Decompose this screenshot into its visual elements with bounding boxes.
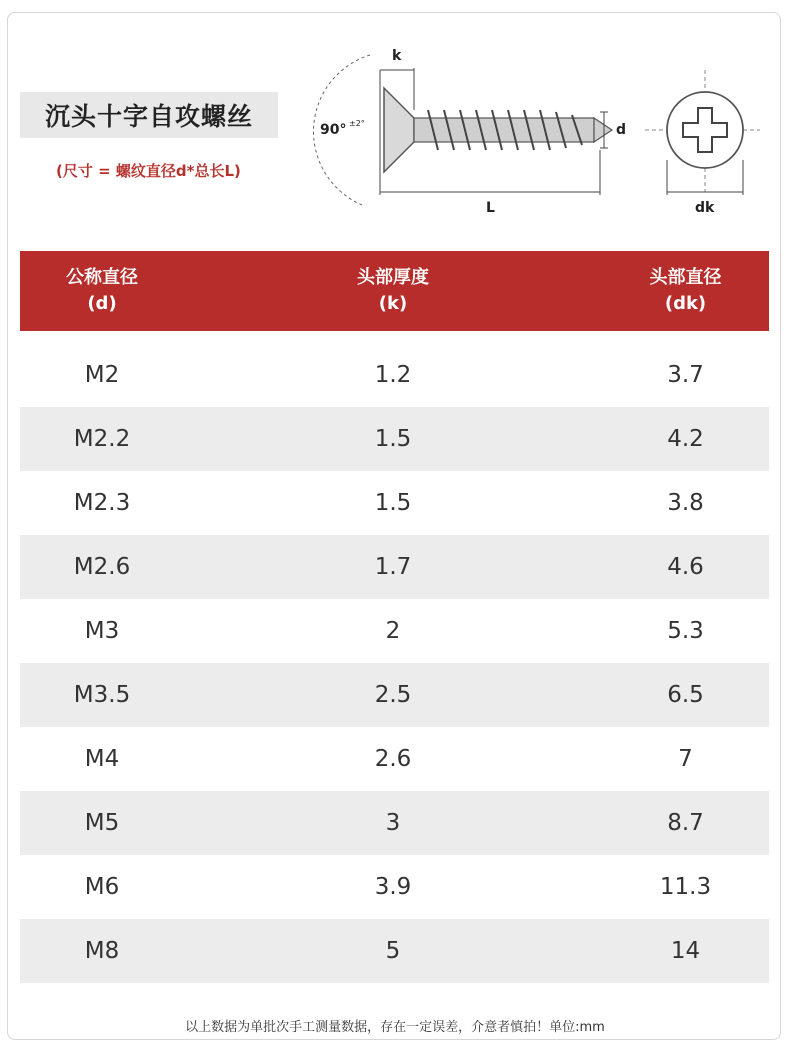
cell-head-diameter: 11.3: [659, 874, 712, 900]
cell-head-diameter: 6.5: [667, 682, 704, 708]
cell-head-diameter: 5.3: [667, 618, 704, 644]
cell-head-diameter: 7: [678, 746, 693, 772]
screw-diagram: [300, 30, 770, 220]
page-title: 沉头十字自攻螺丝: [20, 92, 278, 138]
cell-diameter: M6: [84, 874, 120, 900]
size-note: (尺寸 = 螺纹直径d*总长L): [56, 162, 241, 180]
header-nominal-diameter: 公称直径 (d): [66, 267, 138, 314]
cell-head-diameter: 8.7: [667, 810, 704, 836]
screw-head: [384, 88, 414, 172]
cell-thickness: 2: [385, 618, 401, 644]
cell-thickness: 5: [385, 938, 401, 964]
cell-diameter: M5: [84, 810, 120, 836]
screw-shank: [414, 118, 594, 142]
table-row: [20, 471, 769, 535]
table-row: [20, 791, 769, 855]
table-row: [20, 919, 769, 983]
table-row: [20, 599, 769, 663]
table-row: [20, 407, 769, 471]
cell-thickness: 1.2: [374, 362, 412, 388]
header-head-diameter: 头部直径 (dk): [649, 267, 722, 314]
cell-thickness: 3: [385, 810, 401, 836]
cell-thickness: 3.9: [374, 874, 412, 900]
table-row: [20, 663, 769, 727]
cell-thickness: 1.7: [374, 554, 412, 580]
table-row: [20, 727, 769, 791]
cell-diameter: M2.2: [73, 426, 131, 452]
spec-table: [20, 251, 769, 983]
cell-thickness: 1.5: [374, 490, 412, 516]
cell-thickness: 2.6: [374, 746, 412, 772]
angle-tolerance-label: ±2°: [349, 119, 365, 128]
cell-thickness: 2.5: [374, 682, 412, 708]
head-top-view: [667, 92, 743, 168]
L-label: L: [486, 200, 495, 216]
cell-head-diameter: 3.7: [667, 362, 704, 388]
dk-label: dk: [695, 200, 715, 216]
table-row: [20, 855, 769, 919]
cell-diameter: M3.5: [73, 682, 131, 708]
cell-head-diameter: 4.2: [667, 426, 704, 452]
d-label: d: [616, 122, 627, 138]
cell-diameter: M2.6: [73, 554, 131, 580]
cell-diameter: M2.3: [73, 490, 131, 516]
cell-head-diameter: 3.8: [667, 490, 704, 516]
cell-diameter: M3: [84, 618, 120, 644]
table-row: [20, 343, 769, 407]
cell-thickness: 1.5: [374, 426, 412, 452]
cell-head-diameter: 14: [670, 938, 701, 964]
cell-diameter: M2: [84, 362, 120, 388]
cell-diameter: M8: [84, 938, 120, 964]
header-head-thickness: 头部厚度 (k): [357, 267, 429, 314]
disclaimer-note: 以上数据为单批次手工测量数据，存在一定误差，介意者慎拍！单位:mm: [185, 1020, 605, 1035]
table-row: [20, 535, 769, 599]
cell-head-diameter: 4.6: [667, 554, 704, 580]
screw-tip: [594, 118, 612, 142]
angle-label: 90°: [320, 122, 347, 138]
k-label: k: [392, 48, 402, 64]
table-header: [20, 251, 769, 331]
cell-diameter: M4: [84, 746, 120, 772]
